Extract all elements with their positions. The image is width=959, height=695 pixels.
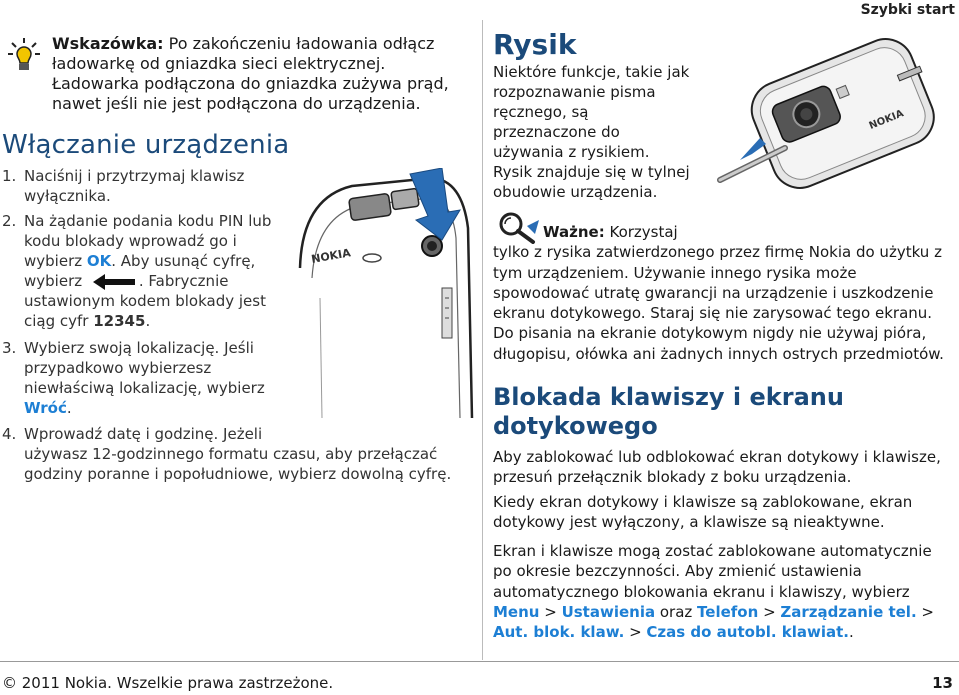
- footer-copyright: © 2011 Nokia. Wszelkie prawa zastrzeżone.: [2, 674, 334, 692]
- step-2: 2. Na żądanie podania kodu PIN lub kodu blokady wprowadź go i wybierz OK. Aby usunąć cyfrę, wybierz . Fabrycznie ustawionym kodem blokady jest ciąg cyfr 12345.: [2, 212, 272, 330]
- footer-divider: [0, 661, 959, 662]
- lock-paragraph-2: Kiedy ekran dotykowy i klawisze są zablokowane, ekran dotykowy jest wyłączony, a klawisze są nieaktywne.: [493, 493, 913, 532]
- lightbulb-icon: [8, 38, 40, 72]
- lock-heading: Blokada klawiszy i ekranu dotykowego: [493, 383, 844, 440]
- important-note: Ważne: Korzystaj tylko z rysika zatwierdzonego przez firmę Nokia do użytku z tym urządzeniem. Używanie innego rysika może spowodować utratę gwarancji na urządzenie i uszkodzenie ekranu dotykowego. Staraj się nie zarysować tego ekranu. Do pisania na ekranie dotykowym nigdy nie używaj pióra, długopisu, ołówka ani żadnych innych ostrych przedmiotów.: [493, 222, 955, 364]
- stylus-heading: Rysik: [493, 28, 577, 61]
- stylus-text: Niektóre funkcje, takie jak rozpoznawanie pisma ręcznego, są przeznaczone do używania z rysikiem. Rysik znajduje się w tylnej obudowie urządzenia.: [493, 63, 690, 201]
- ok-link[interactable]: OK: [86, 252, 112, 270]
- important-body: tylko z rysika zatwierdzonego przez firmę Nokia do użytku z tym urządzeniem. Używanie innego rysika może spowodować utratę gwarancji na urządzenie i uszkodzenie ekranu dotykowego. Staraj się nie zarysować tego ekranu. Do pisania na ekranie dotykowym nigdy nie używaj pióra, długopisu, ołówka ani żadnych innych ostrych przedmiotów.: [493, 243, 944, 363]
- step-4: 4. Wprowadź datę i godzinę. Jeżeli używasz 12-godzinnego formatu czasu, aby przełączać godziny poranne i popołudniowe, wybierz dowolną cyfrę.: [2, 425, 452, 483]
- backspace-arrow-icon: [93, 274, 137, 290]
- menu-link[interactable]: Menu: [493, 602, 540, 621]
- left-column: [0, 0, 480, 660]
- phone-back-brand: NOKIA: [867, 108, 906, 132]
- settings-link[interactable]: Ustawienia: [561, 602, 656, 621]
- phone-back-stylus-illustration: [700, 30, 955, 202]
- tip-label: Wskazówka:: [52, 34, 164, 53]
- lock-paragraph-3: Ekran i klawisze mogą zostać zablokowane automatycznie po okresie bezczynności. Aby zmienić ustawienia automatycznego blokowania ekranu i klawiszy, wybierz Menu > Ustawienia oraz Telefon > Zarządzanie tel. > Aut. blok. klaw. > Czas do autobl. klawiat..: [493, 542, 934, 642]
- page-number: 13: [932, 674, 953, 692]
- column-divider: [482, 20, 483, 660]
- phone-link[interactable]: Telefon: [697, 602, 759, 621]
- important-label: Ważne:: [543, 223, 605, 241]
- autolock-time-link[interactable]: Czas do autobl. klawiat.: [646, 623, 849, 642]
- phone-power-key-illustration: [292, 168, 476, 432]
- section-header: Szybki start: [860, 2, 955, 18]
- phone-brand: NOKIA: [310, 246, 352, 266]
- phone-management-link[interactable]: Zarządzanie tel.: [780, 602, 917, 621]
- tip-body: Po zakończeniu ładowania odłącz ładowarkę od gniazdka sieci elektrycznej. Ładowarka podłączona do gniazdka zużywa prąd, nawet jeśli nie jest podłączona do urządzenia.: [52, 34, 449, 113]
- back-link[interactable]: Wróć: [24, 399, 67, 417]
- power-on-heading: Włączanie urządzenia: [2, 130, 290, 160]
- lock-paragraph-1: Aby zablokować lub odblokować ekran dotykowy i klawisze, przesuń przełącznik blokady z boku urządzenia.: [493, 448, 941, 487]
- tip-text: [52, 34, 477, 114]
- step-3: 3. Wybierz swoją lokalizację. Jeśli przypadkowo wybierzesz niewłaściwą lokalizację, wybierz Wróć.: [2, 339, 265, 417]
- autolock-link[interactable]: Aut. blok. klaw.: [493, 623, 625, 642]
- step-1: 1. Naciśnij i przytrzymaj klawisz wyłącznika.: [2, 167, 245, 205]
